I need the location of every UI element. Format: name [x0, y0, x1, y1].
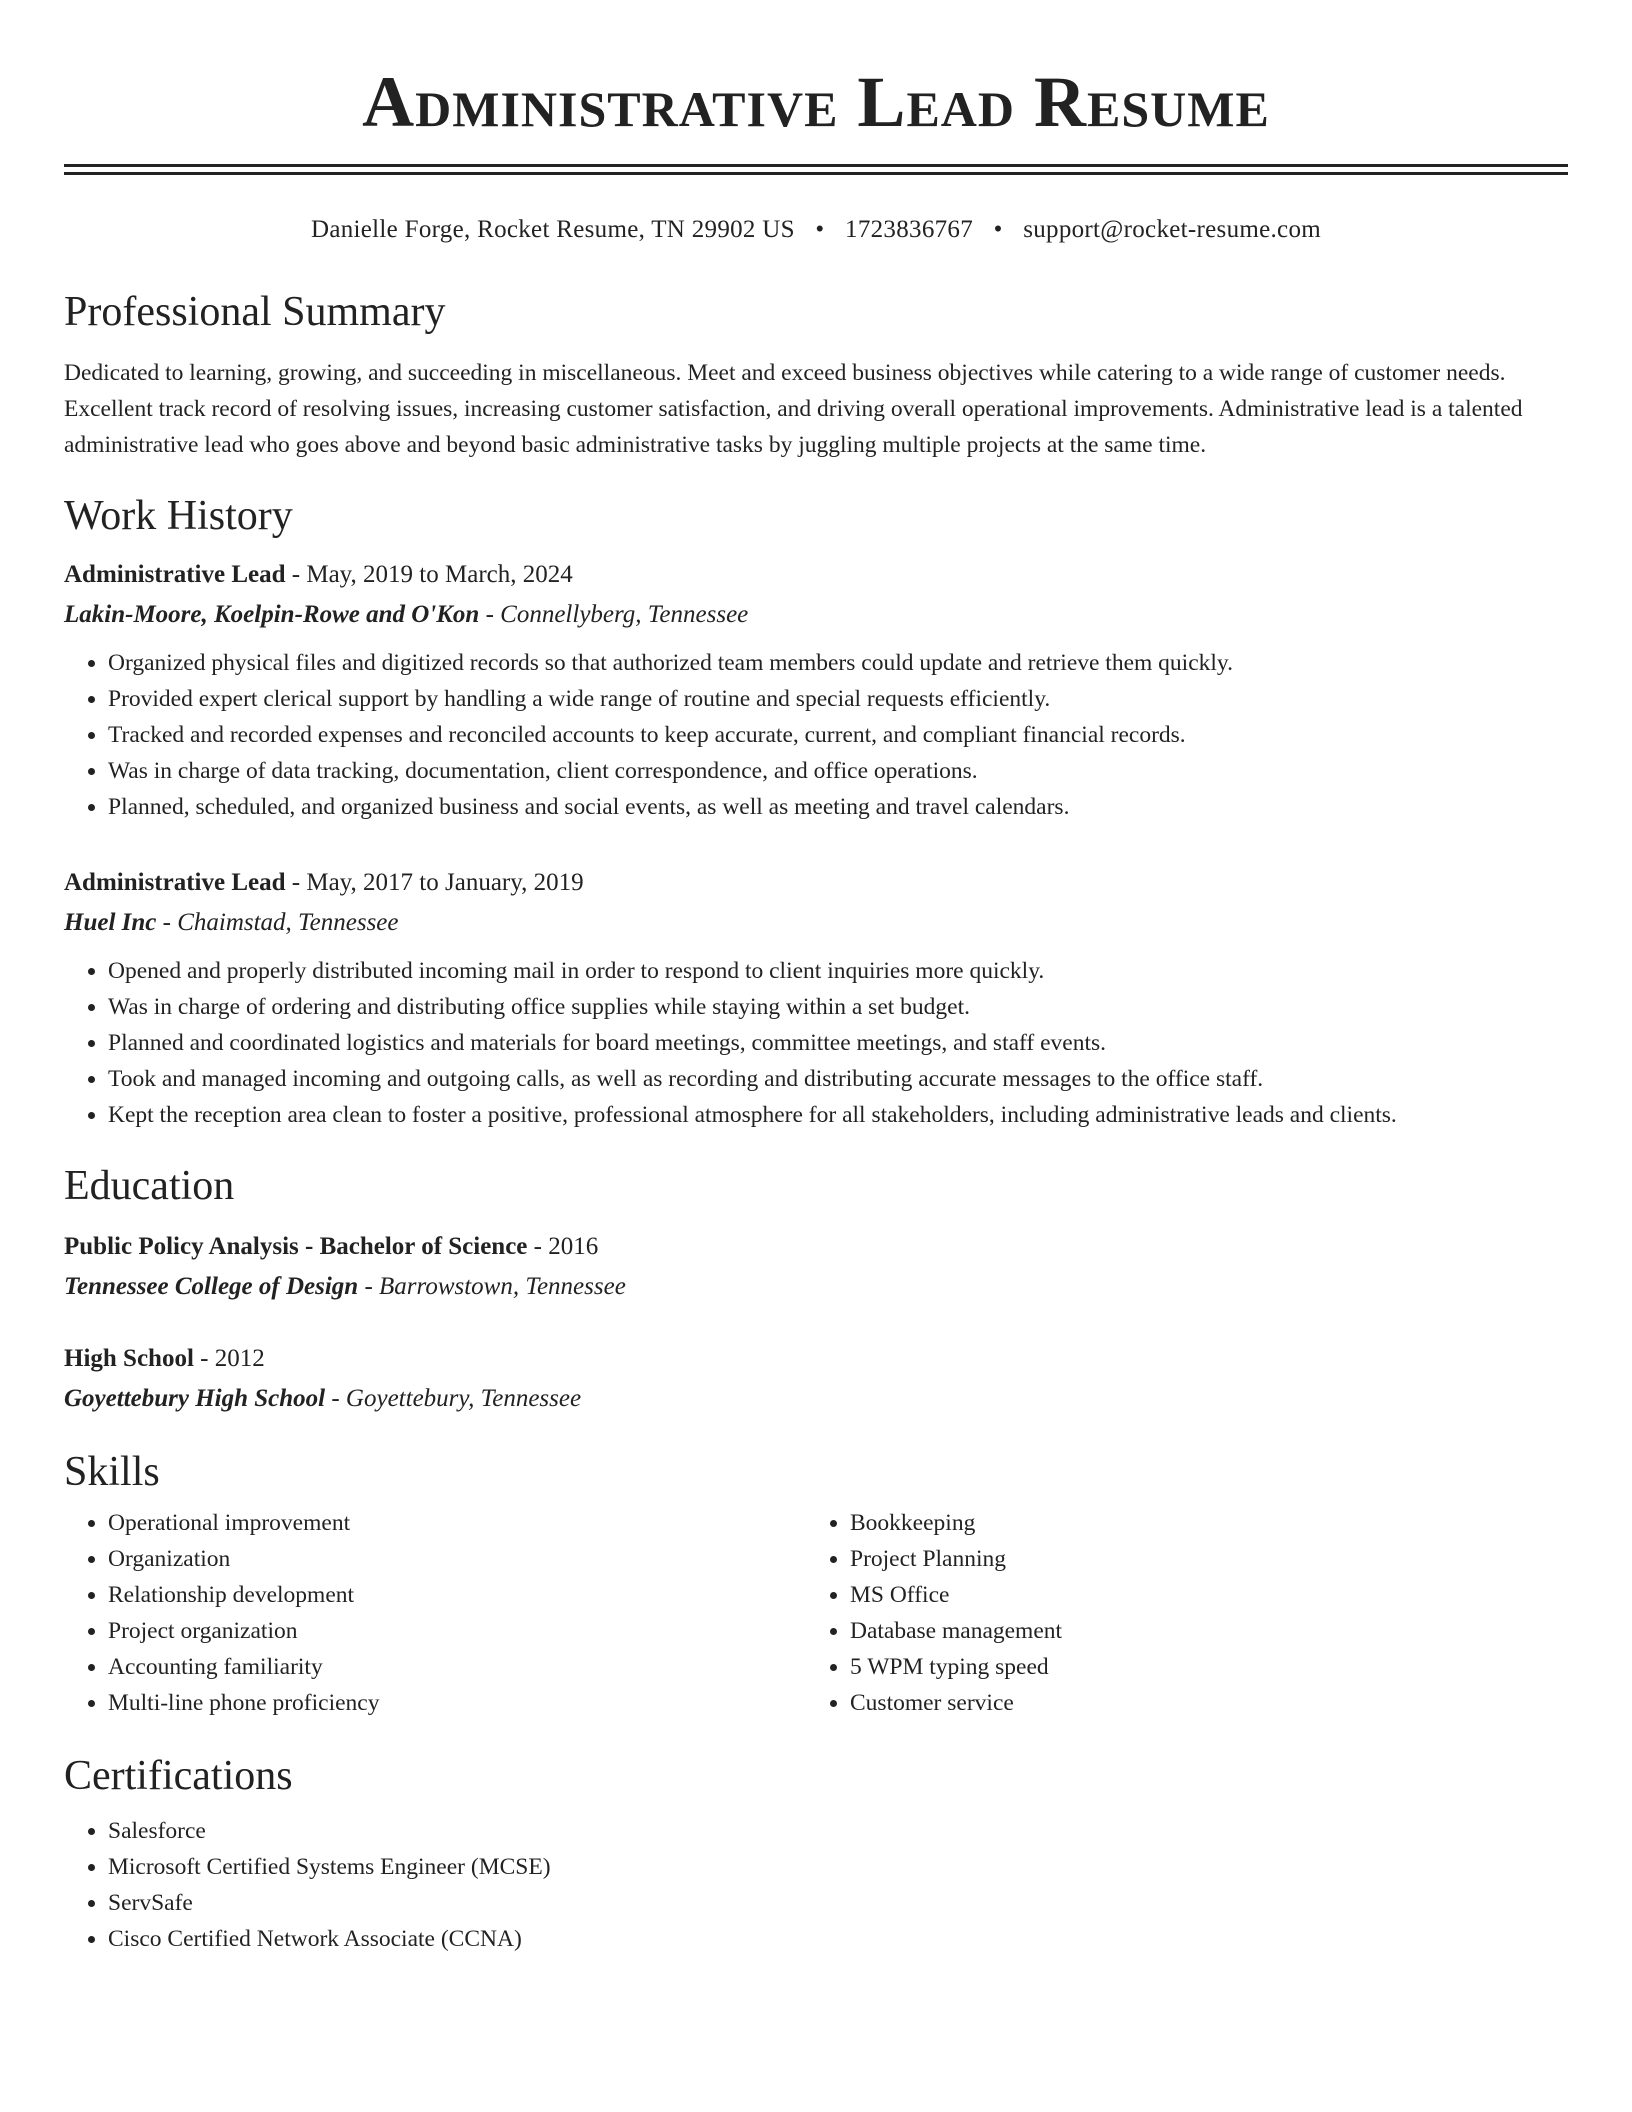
contact-email: support@rocket-resume.com — [1023, 216, 1321, 243]
list-item: • MS Office — [850, 1577, 1548, 1613]
list-item: • Salesforce — [108, 1813, 1568, 1849]
job-entry — [64, 555, 1568, 825]
education-heading: Education — [64, 1163, 235, 1209]
list-item: • Operational improvement — [108, 1505, 806, 1541]
education-degree: Public Policy Analysis - Bachelor of Science — [64, 1233, 528, 1260]
job-title: Administrative Lead — [64, 869, 286, 896]
skills-list — [64, 1505, 806, 1721]
list-item: • Bookkeeping — [850, 1505, 1548, 1541]
job-title: Administrative Lead — [64, 561, 286, 588]
title-divider — [64, 164, 1568, 175]
contact-address: Danielle Forge, Rocket Resume, TN 29902 US — [310, 216, 795, 243]
job-header — [64, 863, 1568, 903]
certifications-heading: Certifications — [64, 1753, 293, 1799]
list-item: • ServSafe — [108, 1885, 1568, 1921]
education-year: - 2012 — [193, 1345, 265, 1372]
resume-title: Administrative Lead Resume — [362, 62, 1270, 142]
contact-separator: • — [815, 216, 825, 243]
education-entry — [64, 1339, 1568, 1419]
list-item: • Was in charge of data tracking, documentation, client correspondence, and office operations. — [108, 753, 1568, 789]
list-item: • Microsoft Certified Systems Engineer (MCSE) — [108, 1849, 1568, 1885]
job-employer — [64, 595, 1568, 635]
job-dates: - May, 2019 to March, 2024 — [285, 561, 573, 588]
education-year: - 2016 — [527, 1233, 599, 1260]
summary-heading: Professional Summary — [64, 289, 446, 335]
list-item: • 5 WPM typing speed — [850, 1649, 1548, 1685]
skills-heading: Skills — [64, 1449, 160, 1495]
list-item: • Accounting familiarity — [108, 1649, 806, 1685]
education-school: Goyettebury High School — [64, 1385, 326, 1412]
work-history-heading: Work History — [64, 493, 293, 539]
list-item: • Tracked and recorded expenses and reconciled accounts to keep accurate, current, and compliant financial records. — [108, 717, 1568, 753]
list-item: • Planned and coordinated logistics and materials for board meetings, committee meetings, and staff events. — [108, 1025, 1568, 1061]
list-item: • Organization — [108, 1541, 806, 1577]
contact-phone: 1723836767 — [845, 216, 974, 243]
summary-text: Dedicated to learning, growing, and succeeding in miscellaneous. Meet and exceed business objectives while catering to a wide range of customer needs. Excellent track record of resolving issues, increasing customer satisfaction, and driving overall operational improvements. Administrative lead is a talented administrative lead who goes above and beyond basic administrative tasks by juggling multiple projects at the same time. — [64, 360, 1523, 458]
list-item: • Provided expert clerical support by handling a wide range of routine and special requests efficiently. — [108, 681, 1568, 717]
education-school: Tennessee College of Design — [64, 1273, 359, 1300]
list-item: • Took and managed incoming and outgoing calls, as well as recording and distributing accurate messages to the office staff. — [108, 1061, 1568, 1097]
education-degree: High School — [64, 1345, 194, 1372]
list-item: • Organized physical files and digitized records so that authorized team members could update and retrieve them quickly. — [108, 645, 1568, 681]
job-duties-list — [64, 953, 1568, 1133]
job-company: Lakin-Moore, Koelpin-Rowe and O'Kon — [64, 601, 480, 628]
education-degree-line — [64, 1339, 1568, 1379]
job-employer — [64, 903, 1568, 943]
skills-columns — [64, 1505, 1568, 1721]
education-location: - Barrowstown, Tennessee — [358, 1273, 626, 1300]
list-item: • Project Planning — [850, 1541, 1548, 1577]
skills-column-right — [806, 1505, 1548, 1721]
list-item: • Project organization — [108, 1613, 806, 1649]
divider-line-bottom — [64, 172, 1568, 175]
list-item: • Kept the reception area clean to foster a positive, professional atmosphere for all stakeholders, including administrative leads and clients. — [108, 1097, 1568, 1133]
education-entry — [64, 1227, 1568, 1307]
education-degree-line — [64, 1227, 1568, 1267]
job-duties-list — [64, 645, 1568, 825]
education-school-line — [64, 1267, 1568, 1307]
job-entry — [64, 863, 1568, 1133]
list-item: • Planned, scheduled, and organized business and social events, as well as meeting and travel calendars. — [108, 789, 1568, 825]
list-item: • Opened and properly distributed incoming mail in order to respond to client inquiries more quickly. — [108, 953, 1568, 989]
job-location: - Connellyberg, Tennessee — [479, 601, 749, 628]
contact-separator: • — [993, 216, 1003, 243]
job-dates: - May, 2017 to January, 2019 — [285, 869, 584, 896]
list-item: • Relationship development — [108, 1577, 806, 1613]
job-location: - Chaimstad, Tennessee — [156, 909, 399, 936]
education-school-line — [64, 1379, 1568, 1419]
skills-list — [806, 1505, 1548, 1721]
job-header — [64, 555, 1568, 595]
contact-line — [64, 213, 1568, 247]
certifications-list — [64, 1813, 1568, 1957]
list-item: • Multi-line phone proficiency — [108, 1685, 806, 1721]
skills-column-left — [64, 1505, 806, 1721]
education-location: - Goyettebury, Tennessee — [325, 1385, 582, 1412]
list-item: • Database management — [850, 1613, 1548, 1649]
list-item: • Was in charge of ordering and distributing office supplies while staying within a set budget. — [108, 989, 1568, 1025]
list-item: • Customer service — [850, 1685, 1548, 1721]
list-item: • Cisco Certified Network Associate (CCNA) — [108, 1921, 1568, 1957]
job-company: Huel Inc — [64, 909, 157, 936]
